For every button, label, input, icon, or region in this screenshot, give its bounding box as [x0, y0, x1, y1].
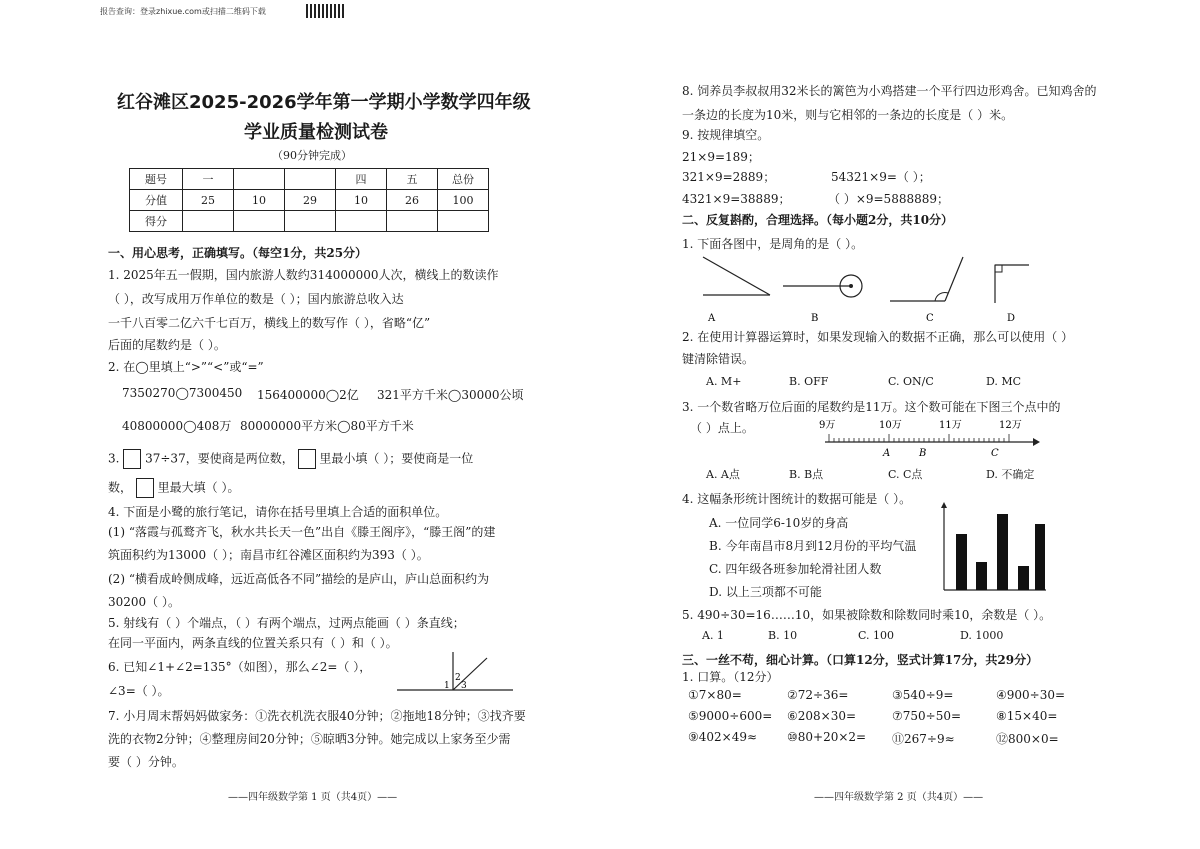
tick-label: 12万: [999, 420, 1022, 431]
calc-item: ⑩80+20×2=: [787, 730, 867, 744]
q9-line: 54321×9=（ ）；: [831, 170, 931, 184]
qr-code-icon: [306, 4, 344, 18]
q8-line: 8. 饲养员李叔叔用32米长的篱笆为小鸡搭建一个平行四边形鸡舍。已知鸡舍的: [682, 84, 1097, 98]
page-footer: ——四年级数学第 1 页（共4页）——: [228, 792, 398, 803]
q1-line: 后面的尾数约是（ ）。: [108, 338, 226, 352]
calc-item: ②72÷36=: [787, 688, 849, 702]
blank-box[interactable]: [123, 449, 141, 469]
bar: [956, 534, 967, 590]
choice-option: A. A点: [706, 468, 740, 481]
choice-option: B. 今年南昌市8月到12月份的平均气温: [709, 539, 917, 553]
q3-number: 3.: [108, 451, 120, 466]
table-cell: 10: [234, 190, 285, 211]
q2-item: 321平方千米◯30000公顷: [377, 388, 524, 402]
choice-option: D. 不确定: [986, 468, 1035, 481]
table-row: [130, 169, 489, 190]
q1-line: 一千八百零二亿六千七百万，横线上的数写作（ ），省略“亿”: [108, 316, 431, 330]
choice-option: A. M+: [706, 375, 742, 388]
choice-4-stem: 4. 这幅条形统计图统计的数据可能是（ ）。: [682, 492, 912, 506]
choice-option: D. 1000: [960, 629, 1004, 642]
q7-line: 要（ ）分钟。: [108, 755, 184, 769]
table-cell: 26: [387, 190, 438, 211]
table-cell: [234, 211, 285, 232]
report-query-header: 报告查询：登录zhixue.com或扫描二维码下载: [100, 7, 266, 16]
section-3-heading: 三、一丝不苟，细心计算。（口算12分，竖式计算17分，共29分）: [682, 653, 1039, 667]
exam-title-line1: 红谷滩区2025-2026学年第一学期小学数学四年级: [117, 92, 531, 113]
choice-option: C. ON/C: [888, 375, 934, 388]
calc-item: ⑥208×30=: [787, 709, 857, 723]
table-cell: [183, 211, 234, 232]
q9-stem: 9. 按规律填空。: [682, 128, 770, 142]
point-label: C: [991, 448, 999, 459]
choice-option: D. 以上三项都不可能: [709, 585, 822, 599]
score-table: [129, 168, 489, 232]
table-cell: 五: [387, 169, 438, 190]
choice-3-line: （ ）点上。: [690, 421, 754, 435]
calc-item: ⑪267÷9≈: [892, 732, 955, 746]
q4-line: (1) “落霞与孤鹜齐飞，秋水共长天一色”出自《滕王阁序》，“滕王阁”的建: [108, 525, 496, 539]
table-cell: [285, 169, 336, 190]
section-1-heading: 一、用心思考，正确填写。（每空1分，共25分）: [108, 246, 368, 260]
table-cell: [438, 211, 489, 232]
number-line-figure: [815, 414, 1040, 459]
blank-box[interactable]: [136, 478, 154, 498]
choice-2-line: 2. 在使用计算器运算时，如果发现输入的数据不正确，那么可以使用（ ）: [682, 330, 1074, 344]
angle-figure: [395, 650, 515, 695]
calc-item: ⑫800×0=: [996, 732, 1059, 746]
q9-line: 4321×9=38889；: [682, 192, 791, 206]
q9-line: 21×9=189；: [682, 150, 760, 164]
q6-line: ∠3=（ ）。: [108, 684, 170, 698]
choice-option: C. 100: [858, 629, 895, 642]
q4-line: (2) “横看成岭侧成峰，远近高低各不同”描绘的是庐山，庐山总面积约为: [108, 572, 490, 586]
point-label: A: [883, 448, 891, 459]
q7-line: 7. 小月周末帮妈妈做家务：①洗衣机洗衣服40分钟；②拖地18分钟；③找齐要: [108, 709, 526, 723]
choice-option: C. C点: [888, 468, 923, 481]
table-cell: 100: [438, 190, 489, 211]
q1-line: 1. 2025年五一假期，国内旅游人数约314000000人次，横线上的数读作: [108, 268, 499, 282]
calc-item: ⑨402×49≈: [688, 730, 758, 744]
q4-line: 筑面积约为13000（ ）；南昌市红谷滩区面积约为393（ ）。: [108, 548, 429, 562]
calc-item: ③540÷9=: [892, 688, 954, 702]
table-row: [130, 211, 489, 232]
option-label: D: [1007, 313, 1016, 324]
bar: [1035, 524, 1045, 590]
choice-option: A. 1: [702, 629, 724, 642]
table-cell: 总份: [438, 169, 489, 190]
exam-title-line2: 学业质量检测试卷: [244, 122, 388, 143]
q3-text: 数，: [108, 480, 133, 495]
q3-line2: [108, 478, 240, 498]
q4-line: 30200（ ）。: [108, 595, 180, 609]
choice-1-stem: 1. 下面各图中，是周角的是（ ）。: [682, 237, 864, 251]
table-cell: 题号: [130, 169, 183, 190]
calc-item: ④900÷30=: [996, 688, 1066, 702]
table-cell: 得分: [130, 211, 183, 232]
blank-box[interactable]: [298, 449, 316, 469]
choice-5-stem: 5. 490÷30=16……10，如果被除数和除数同时乘10，余数是（ ）。: [682, 608, 1052, 622]
q3-text: 里最小填（ ）；要使商是一位: [319, 451, 474, 466]
option-label: A: [708, 313, 716, 324]
q4-line: 4. 下面是小鹭的旅行笔记，请你在括号里填上合适的面积单位。: [108, 505, 448, 519]
choice-option: B. B点: [789, 468, 824, 481]
table-cell: 25: [183, 190, 234, 211]
angle-options-figure: [695, 255, 1035, 325]
q3-line1: [108, 449, 473, 469]
calc-title: 1. 口算。（12分）: [682, 670, 779, 684]
angle-label: 3: [461, 681, 467, 691]
q9-line: 321×9=2889；: [682, 170, 776, 184]
q6-line: 6. 已知∠1+∠2=135°（如图），那么∠2=（ ），: [108, 660, 372, 674]
angle-label: 2: [455, 673, 461, 683]
q9-line: （ ）×9=5888889；: [828, 192, 950, 206]
tick-label: 10万: [879, 420, 902, 431]
choice-option: C. 四年级各班参加轮滑社团人数: [709, 562, 882, 576]
choice-option: D. MC: [986, 375, 1022, 388]
calc-item: ⑤9000÷600=: [688, 709, 773, 723]
q3-text: 37÷37，要使商是两位数，: [145, 451, 294, 466]
table-cell: [234, 169, 285, 190]
bar: [1018, 566, 1029, 590]
bar: [997, 514, 1008, 590]
table-cell: 分值: [130, 190, 183, 211]
table-cell: [285, 211, 336, 232]
q5-line: 5. 射线有（ ）个端点，（ ）有两个端点，过两点能画（ ）条直线；: [108, 616, 465, 630]
bar-chart-figure: [938, 502, 1048, 594]
calc-item: ⑧15×40=: [996, 709, 1058, 723]
choice-option: B. OFF: [789, 375, 829, 388]
q5-line: 在同一平面内，两条直线的位置关系只有（ ）和（ ）。: [108, 636, 398, 650]
table-cell: 四: [336, 169, 387, 190]
q2-stem: 2. 在◯里填上“>”“<”或“=”: [108, 360, 264, 374]
calc-item: ①7×80=: [688, 688, 742, 702]
q2-item: 80000000平方米◯80平方千米: [240, 419, 414, 433]
page-footer: ——四年级数学第 2 页（共4页）——: [814, 792, 984, 803]
choice-option: A. 一位同学6-10岁的身高: [709, 516, 849, 530]
q2-item: 40800000◯408万: [122, 419, 232, 433]
table-cell: 29: [285, 190, 336, 211]
table-cell: 10: [336, 190, 387, 211]
table-row: [130, 190, 489, 211]
option-label: C: [926, 313, 934, 324]
q7-line: 洗的衣物2分钟；④整理房间20分钟；⑤晾晒3分钟。她完成以上家务至少需: [108, 732, 511, 746]
section-2-heading: 二、反复斟酌，合理选择。（每小题2分，共10分）: [682, 213, 954, 227]
table-cell: 一: [183, 169, 234, 190]
q2-item: 7350270◯7300450: [122, 386, 243, 400]
choice-option: B. 10: [768, 629, 798, 642]
calc-item: ⑦750÷50=: [892, 709, 962, 723]
tick-label: 11万: [939, 420, 962, 431]
q2-item: 156400000◯2亿: [257, 388, 359, 402]
q8-line: 一条边的长度为10米，则与它相邻的一条边的长度是（ ）米。: [682, 108, 1014, 122]
angle-label: 1: [444, 681, 450, 691]
table-cell: [387, 211, 438, 232]
bar: [976, 562, 987, 590]
point-label: B: [919, 448, 927, 459]
choice-2-line: 键清除错误。: [682, 352, 755, 366]
exam-duration: （90分钟完成）: [272, 149, 352, 162]
q1-line: （ ），改写成用万作单位的数是（ ）；国内旅游总收入达: [108, 292, 404, 306]
option-label: B: [811, 313, 819, 324]
tick-label: 9万: [819, 420, 836, 431]
choice-3-line: 3. 一个数省略万位后面的尾数约是11万。这个数可能在下图三个点中的: [682, 400, 1061, 414]
q3-text: 里最大填（ ）。: [157, 480, 240, 495]
table-cell: [336, 211, 387, 232]
